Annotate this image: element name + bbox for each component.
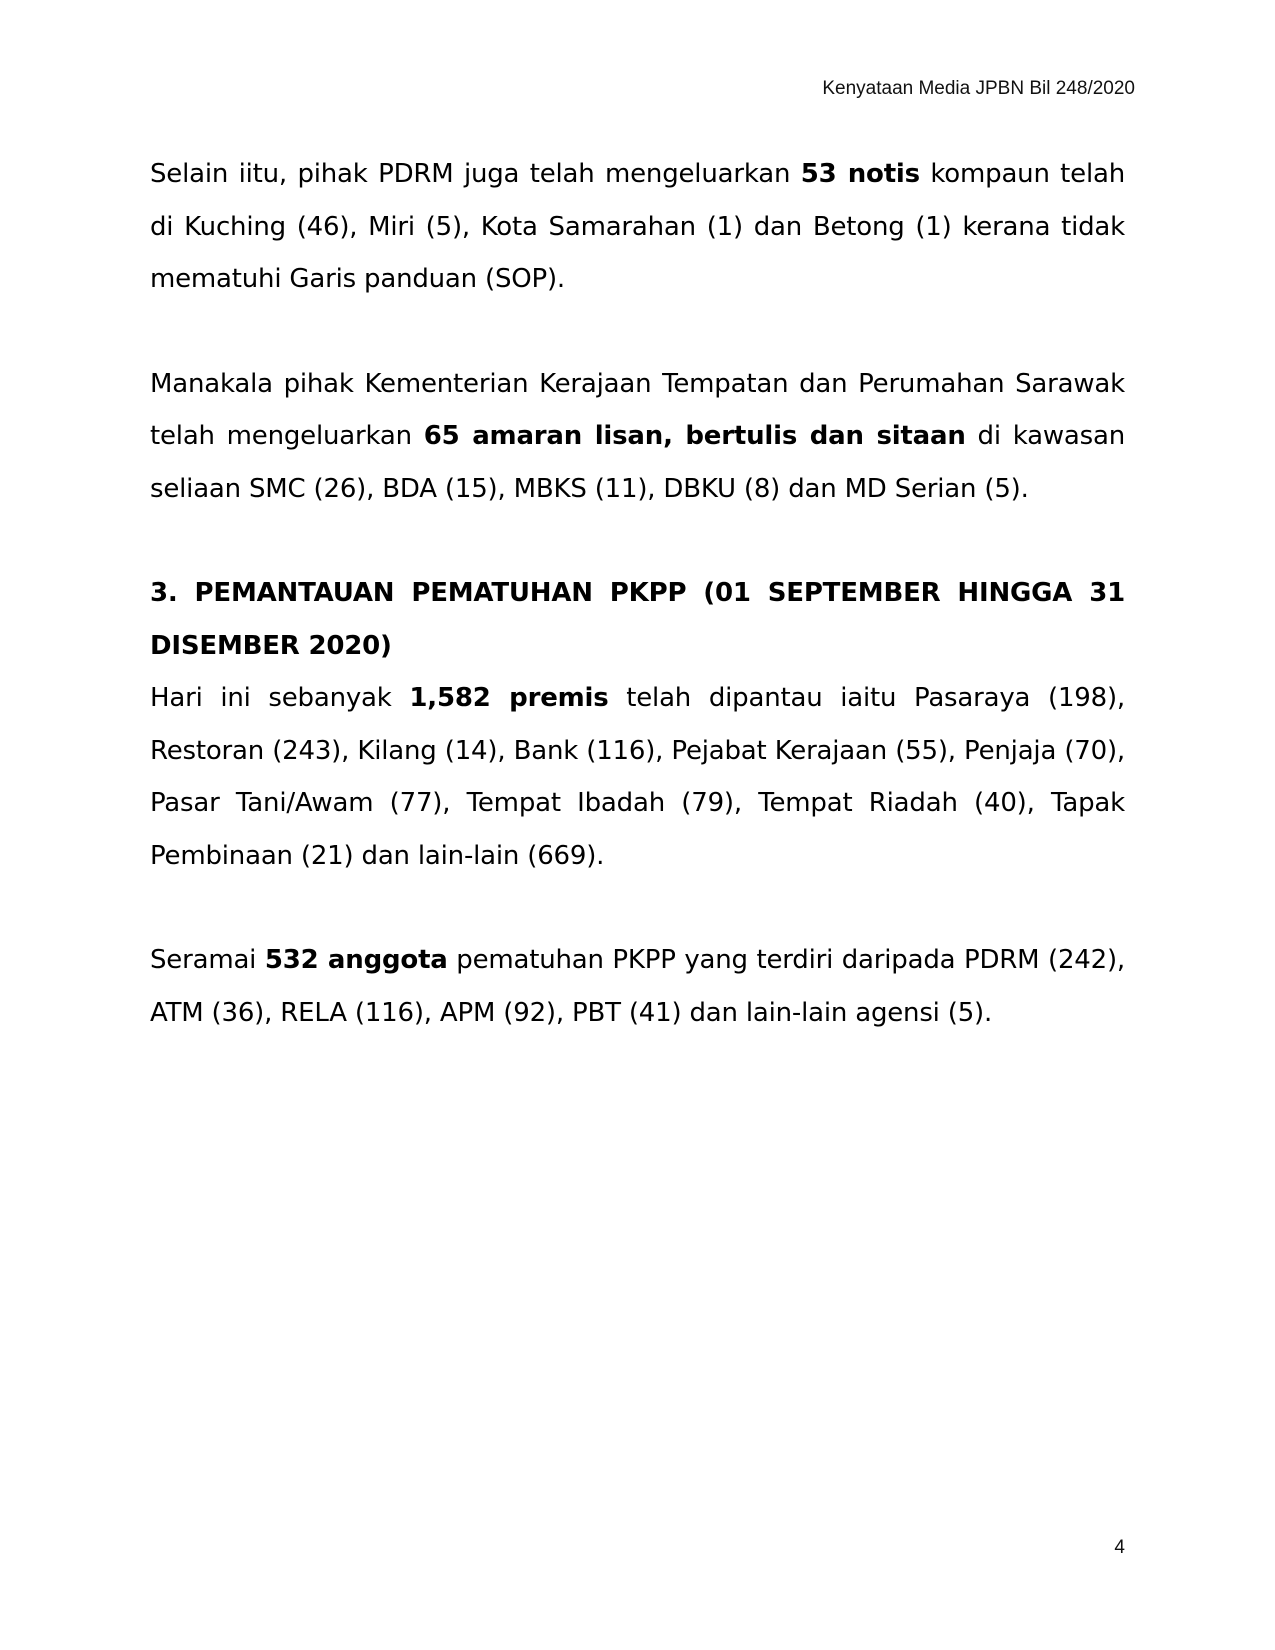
- highlight-warning-count: 65 amaran lisan, bertulis dan sitaan: [423, 421, 966, 451]
- paragraph-spacer: [150, 882, 1125, 934]
- paragraph-enforcement-members: [150, 934, 1125, 1039]
- paragraph-text: Selain iitu, pihak PDRM juga telah mengeluarkan: [150, 159, 801, 189]
- paragraph-spacer: [150, 515, 1125, 567]
- paragraph-text: kompaun telah di Kuching (46), Miri (5), Kota Samarahan (1) dan Betong (1) kerana tidak mematuhi Garis panduan (SOP).: [150, 159, 1126, 294]
- section-heading: 3. PEMANTAUAN PEMATUHAN PKPP (01 SEPTEMBER HINGGA 31 DISEMBER 2020): [150, 578, 1125, 661]
- paragraph-spacer: [150, 306, 1125, 358]
- highlight-premises-count: 1,582 premis: [409, 683, 609, 713]
- paragraph-text: telah dipantau iaitu Pasaraya (198), Restoran (243), Kilang (14), Bank (116), Pejabat Kerajaan (55), Penjaja (70), Pasar Tani/Awam (77), Tempat Ibadah (79), Tempat Riadah (40), Tapak Pembinaan (21) dan lain-lain (669).: [150, 683, 1125, 871]
- highlight-member-count: 532 anggota: [264, 945, 448, 975]
- paragraph-text: Manakala pihak Kementerian Kerajaan Tempatan dan Perumahan Sarawak telah mengeluarkan: [150, 368, 1125, 451]
- paragraph-ministry-warnings: [150, 358, 1125, 516]
- paragraph-text: di kawasan seliaan SMC (26), BDA (15), MBKS (11), DBKU (8) dan MD Serian (5).: [150, 421, 1125, 504]
- highlight-notice-count: 53 notis: [800, 159, 920, 189]
- paragraph-premises-monitored: [150, 672, 1125, 882]
- paragraph-compound-notices: [150, 148, 1125, 306]
- paragraph-text: Seramai: [150, 945, 265, 975]
- document-body: [150, 148, 1125, 1039]
- document-header: Kenyataan Media JPBN Bil 248/2020: [822, 78, 1135, 99]
- paragraph-text: Hari ini sebanyak: [150, 683, 410, 713]
- paragraph-text: pematuhan PKPP yang terdiri daripada PDRM (242), ATM (36), RELA (116), APM (92), PBT (41) dan lain-lain agensi (5).: [150, 945, 1125, 1028]
- page-number: 4: [1114, 1537, 1125, 1558]
